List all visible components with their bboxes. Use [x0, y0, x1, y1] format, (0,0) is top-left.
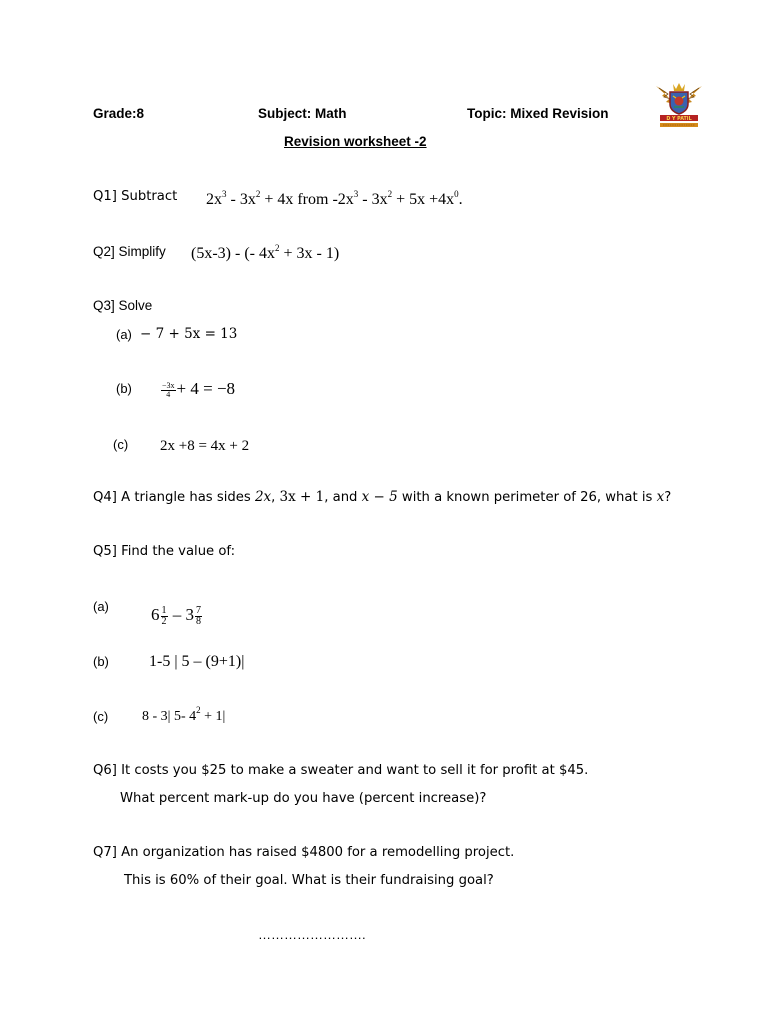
q5a-expression: 6 $\frac{1}{2}$ – 3 $\frac{7}{8}$ — [151, 604, 201, 627]
page-title: Revision worksheet -2 — [284, 134, 427, 149]
q3c-label: (c) — [113, 437, 129, 452]
logo-text: D Y PATIL — [666, 117, 692, 122]
q5c-expression: 8 - 3| 5- $4^2 + 1|$ — [142, 705, 226, 724]
q1-expression: $2x^3 - 3x^2 + 4x$ from $-2x^3 - 3x^2 + 5x +4x^0$. — [206, 189, 463, 208]
q6-line2: What percent mark-up do you have (percent increase)? — [120, 791, 487, 806]
q2-label: Q2] Simplify — [93, 244, 166, 259]
q3c-expression: 2x +8 = 4x + 2 — [160, 438, 250, 454]
q1-label: Q1] Subtract — [93, 189, 178, 204]
q7-line1: Q7] An organization has raised $4800 for a remodelling project. — [93, 845, 515, 860]
q7-line2: This is 60% of their goal. What is their fundraising goal? — [124, 873, 494, 888]
subject-label: Subject: Math — [258, 106, 347, 121]
q5b-expression: 1-5 | 5 – (9+1)| — [149, 653, 245, 670]
q4-text: Q4] A triangle has sides 2x, 3x + 1, and x − 5 with a known perimeter of 26, what is x? — [93, 489, 672, 505]
school-logo — [654, 80, 704, 134]
q3-label: Q3] Solve — [93, 298, 153, 313]
q3a-label: (a) — [116, 327, 132, 342]
q3b-label: (b) — [116, 381, 132, 396]
footer-dots: ……………………. — [258, 927, 366, 942]
grade-label: Grade:8 — [93, 106, 145, 121]
topic-label: Topic: Mixed Revision — [467, 106, 609, 121]
q6-line1: Q6] It costs you $25 to make a sweater and want to sell it for profit at $45. — [93, 763, 589, 778]
q5c-label: (c) — [93, 709, 109, 724]
q5-label: Q5] Find the value of: — [93, 544, 236, 559]
q3b-expression: $\frac{-3x}{4}$ + 4 = −8 — [162, 379, 236, 399]
q5a-label: (a) — [93, 599, 109, 614]
q3a-expression: − 7 + 5x = 13 — [140, 326, 238, 342]
q2-expression: (5x-3) - (- $4x^2 + 3x - 1$) — [191, 243, 340, 262]
q5b-label: (b) — [93, 654, 109, 669]
